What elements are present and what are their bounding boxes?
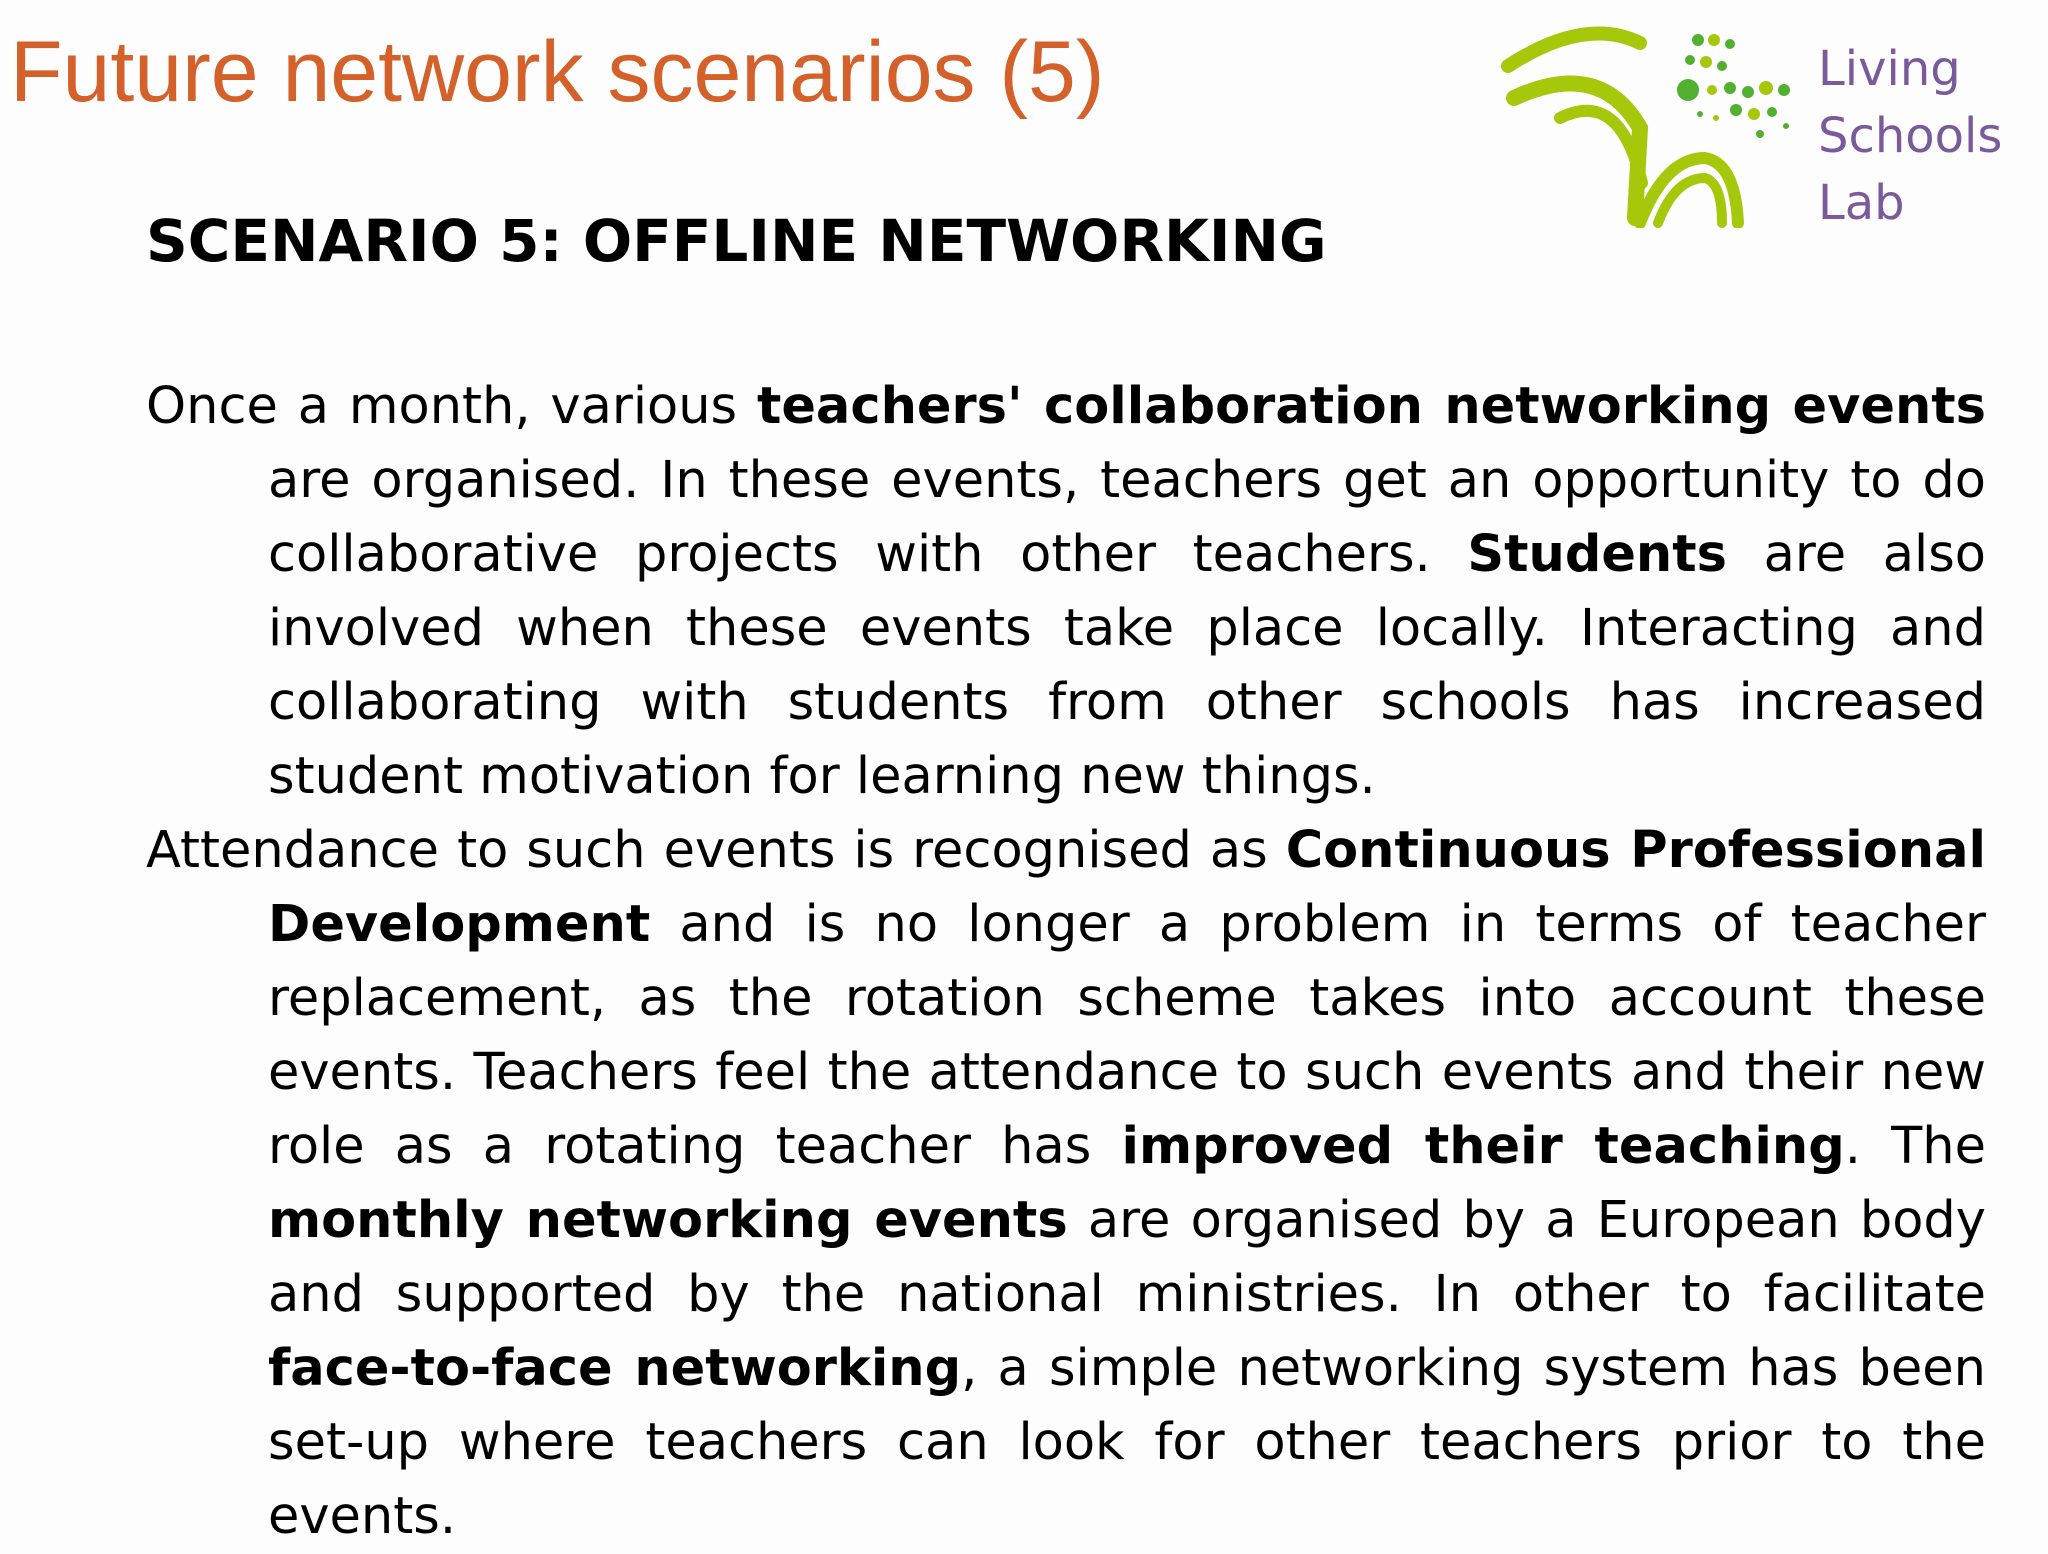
body-text	[146, 370, 1986, 1554]
paragraph-2-bold-1: Continuous Professional Development	[268, 821, 1986, 954]
paragraph-2-text-4: are organised by a European body and supported by the national ministries. In other to facilitate	[268, 1191, 1986, 1324]
paragraph-2-bold-2: improved their teaching	[1121, 1117, 1845, 1176]
logo-arcs-icon	[1490, 18, 1810, 228]
paragraph-1	[146, 370, 1986, 814]
paragraph-2-bold-4: face-to-face networking	[268, 1339, 962, 1398]
paragraph-1-text-3: are also involved when these events take place locally. Interacting and collaborating with students from other schools has increased student motivation for learning new things.	[268, 525, 1986, 806]
paragraph-1-text-1: Once a month, various	[146, 377, 757, 436]
paragraph-2-text-5: , a simple networking system has been set-up where teachers can look for other teachers prior to the events.	[268, 1339, 1986, 1546]
paragraph-2-text-3: . The	[1844, 1117, 1986, 1176]
logo-text	[1818, 36, 2002, 237]
scenario-heading: SCENARIO 5: OFFLINE NETWORKING	[146, 207, 1327, 275]
paragraph-2	[146, 814, 1986, 1554]
paragraph-1-text-2: are organised. In these events, teachers get an opportunity to do collaborative projects with other teachers.	[268, 451, 1986, 584]
paragraph-1-bold-1: teachers' collaboration networking events	[756, 377, 1986, 436]
logo-text-line-2: Schools	[1818, 108, 2003, 164]
paragraph-2-text-1: Attendance to such events is recognised as	[146, 821, 1286, 880]
logo-text-line-3: Lab	[1818, 175, 1905, 231]
logo-text-line-1: Living	[1818, 41, 1961, 97]
slide-title: Future network scenarios (5)	[10, 24, 1105, 120]
paragraph-2-text-2: and is no longer a problem in terms of teacher replacement, as the rotation scheme takes into account these events. Teachers feel the attendance to such events and their new role as a rotating teacher has	[268, 895, 1986, 1176]
paragraph-2-bold-3: monthly networking events	[268, 1191, 1068, 1250]
living-schools-lab-logo	[1490, 18, 2030, 231]
paragraph-1-bold-2: Students	[1467, 525, 1727, 584]
